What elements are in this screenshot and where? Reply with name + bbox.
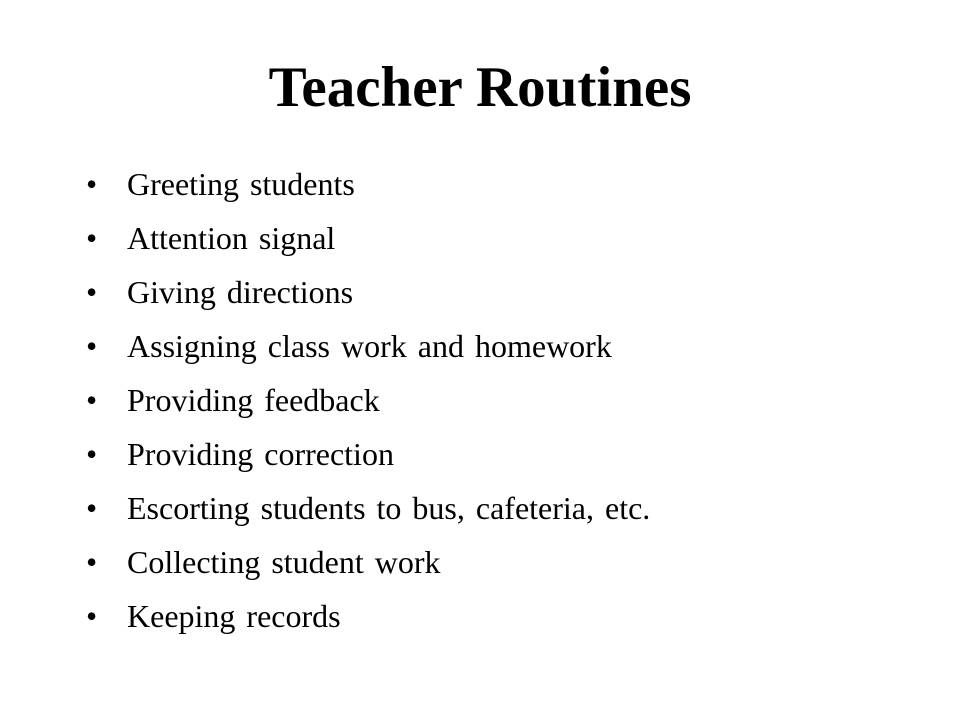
bullet-icon: • — [86, 274, 98, 310]
slide-title: Teacher Routines — [268, 56, 692, 119]
bullet-icon: • — [86, 328, 98, 364]
bullet-text: Providing correction — [127, 436, 394, 472]
bullet-icon: • — [86, 382, 98, 418]
bullet-icon: • — [86, 544, 98, 580]
bullet-text: Assigning class work and homework — [127, 328, 612, 364]
bullet-text: Providing feedback — [127, 382, 380, 418]
bullet-text: Escorting students to bus, cafeteria, etc. — [127, 490, 651, 526]
bullet-icon: • — [86, 490, 98, 526]
bullet-icon: • — [86, 436, 98, 472]
bullet-text: Keeping records — [127, 598, 341, 634]
bullet-text: Attention signal — [127, 220, 336, 256]
bullet-text: Giving directions — [127, 274, 354, 310]
bullet-icon: • — [86, 166, 98, 202]
bullet-text: Greeting students — [127, 166, 355, 202]
bullet-icon: • — [86, 220, 98, 256]
bullet-icon: • — [86, 598, 98, 634]
bullet-text: Collecting student work — [127, 544, 441, 580]
